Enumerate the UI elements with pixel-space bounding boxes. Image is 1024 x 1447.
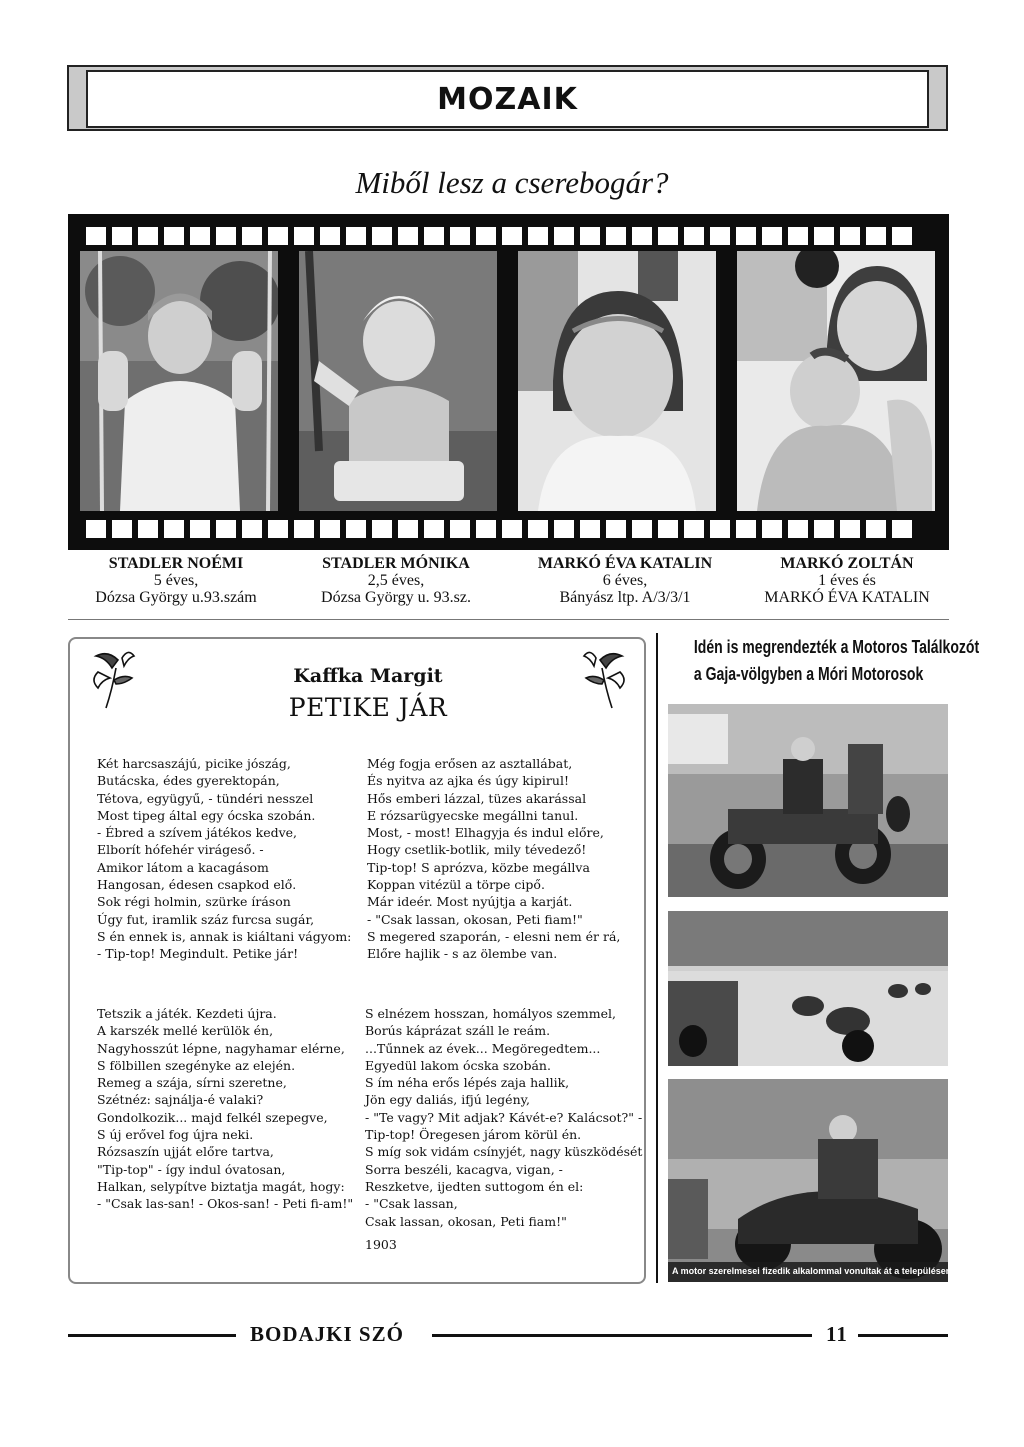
child-photo-1 [80, 251, 278, 511]
poem-line: Amikor látom a kacagásom [97, 859, 269, 875]
film-hole [788, 520, 808, 538]
child-name: MARKÓ ZOLTÁN [780, 555, 914, 572]
child-address: Dózsa György u. 93.sz. [321, 589, 471, 606]
child-photo-4 [737, 251, 935, 511]
poem-line: Most tipeg által egy ócska szobán. [97, 807, 316, 823]
column-divider [656, 633, 658, 1283]
poem-line: Tétova, együgyű, - tündéri nesszel [97, 790, 314, 806]
poem-line: S megered szaporán, - elesni nem ér rá, [367, 928, 621, 944]
film-hole [866, 227, 886, 245]
film-hole [86, 520, 106, 538]
film-hole [398, 227, 418, 245]
film-hole [658, 520, 678, 538]
film-hole [632, 520, 652, 538]
child-photo-2 [299, 251, 497, 511]
child-address: Bányász ltp. A/3/3/1 [559, 589, 691, 606]
section-header [86, 70, 929, 128]
film-hole [398, 520, 418, 538]
film-hole [814, 520, 834, 538]
film-hole [684, 227, 704, 245]
poem-line: Remeg a szája, sírni szeretne, [97, 1075, 287, 1091]
poem-line: Butácska, édes gyerektopán, [97, 773, 280, 789]
poem-line: - "Csak las-san! - Okos-san! - Peti fi-am!" [97, 1196, 354, 1212]
poem-stanza-3 [97, 1005, 353, 1213]
film-strip [68, 214, 949, 550]
poem-line: S új erővel fog újra neki. [97, 1127, 254, 1143]
poem-line: Úgy fut, iramlik száz furcsa sugár, [97, 911, 315, 927]
poem-line: Reszketve, ijedten suttogom én el: [365, 1178, 584, 1194]
film-hole [242, 227, 262, 245]
film-hole [554, 227, 574, 245]
poem-line: - "Csak lassan, okosan, Peti fiam!" [367, 911, 583, 927]
poem-line: - "Te vagy? Mit adjak? Kávét-e? Kalácsot?" - [365, 1109, 643, 1125]
film-hole [658, 227, 678, 245]
poem-line: És nyitva az ajka és úgy kipirul! [367, 773, 569, 789]
poem-line: ...Tűnnek az évek... Megöregedtem... [365, 1040, 601, 1056]
film-hole [164, 520, 184, 538]
film-hole [138, 520, 158, 538]
child-caption-3 [525, 555, 725, 606]
film-hole [762, 520, 782, 538]
poem-line: - "Csak lassan, [365, 1196, 458, 1212]
poem-line: Még fogja erősen az asztallábat, [367, 756, 573, 771]
poem-line: Elborít hófehér virágeső. - [97, 842, 264, 858]
film-hole [86, 227, 106, 245]
film-hole [372, 227, 392, 245]
poem-line: Hangosan, édesen csapkod elő. [97, 877, 297, 893]
child-caption-1 [76, 555, 276, 606]
poem-stanza-1 [97, 755, 351, 963]
poem-line: Gondolkozik... majd felkél szepegve, [97, 1109, 328, 1125]
poem-line: Sok régi holmin, szürke íráson [97, 894, 291, 910]
poem-line: - Tip-top! Megindult. Petike jár! [97, 946, 299, 962]
child-name: STADLER NOÉMI [108, 555, 244, 572]
divider [68, 619, 949, 620]
film-hole [242, 520, 262, 538]
poem-line: A karszék mellé kerülök én, [97, 1023, 274, 1039]
film-hole [528, 227, 548, 245]
poem-line: Hogy csetlik-botlik, mily tévedező! [367, 842, 587, 858]
film-hole [372, 520, 392, 538]
poem-line: "Tip-top" - így indul óvatosan, [97, 1161, 286, 1177]
film-perforations-bottom [86, 520, 939, 538]
poem-line: Tip-top! S aprózva, közbe megállva [367, 859, 590, 875]
film-hole [138, 227, 158, 245]
poem-line: E rózsarügyecske megállni tanul. [367, 807, 579, 823]
poem-line: S én ennek is, annak is kiáltani vágyom: [97, 928, 352, 944]
motorcycle-photo-2 [668, 911, 948, 1066]
child-name: MARKÓ ÉVA KATALIN [537, 555, 713, 572]
poem-line: Nagyhosszút lépne, nagyhamar elérne, [97, 1040, 345, 1056]
page-number: 11 [826, 1322, 848, 1346]
film-hole [320, 227, 340, 245]
child-address: Dózsa György u.93.szám [95, 589, 257, 606]
film-hole [190, 520, 210, 538]
film-hole [528, 520, 548, 538]
film-hole [606, 227, 626, 245]
poem-line: S elnézem hosszan, homályos szemmel, [365, 1006, 616, 1021]
film-hole [294, 520, 314, 538]
film-hole [580, 520, 600, 538]
child-photo-3 [518, 251, 716, 511]
film-hole [112, 520, 132, 538]
poem-line: Előre hajlik - s az ölembe van. [367, 946, 558, 962]
film-hole [840, 227, 860, 245]
film-hole [450, 520, 470, 538]
film-hole [112, 227, 132, 245]
film-hole [866, 520, 886, 538]
motorcycle-photo-3 [668, 1079, 952, 1282]
film-hole [476, 227, 496, 245]
film-hole [788, 227, 808, 245]
ornament-right-icon [580, 650, 630, 710]
film-hole [476, 520, 496, 538]
poem-year: 1903 [365, 1236, 397, 1252]
film-hole [294, 227, 314, 245]
film-hole [632, 227, 652, 245]
film-hole [554, 520, 574, 538]
poem-line: Csak lassan, okosan, Peti fiam!" [365, 1213, 567, 1229]
side-title-line-1: Idén is megrendezték a Motoros Találkozót [693, 637, 980, 657]
film-hole [840, 520, 860, 538]
film-hole [216, 520, 236, 538]
poem-line: Tetszik a játék. Kezdeti újra. [97, 1006, 277, 1021]
film-hole [684, 520, 704, 538]
poem-author: Kaffka Margit [293, 665, 443, 687]
film-hole [346, 520, 366, 538]
motorcycle-photo-caption: A motor szerelmesei fizedik alkalommal vonultak át a településen [672, 1266, 952, 1276]
publication-name: BODAJKI SZÓ [250, 1322, 404, 1346]
footer-rule-left [68, 1334, 236, 1337]
poem-line: Hős emberi lázzal, tüzes akarással [367, 790, 587, 806]
side-title-line-2: a Gaja-völgyben a Móri Motorosok [693, 664, 924, 684]
poem-line: Halkan, selypítve biztatja magát, hogy: [97, 1178, 345, 1194]
child-caption-2 [296, 555, 496, 606]
film-hole [164, 227, 184, 245]
poem-line: S ím néha erős lépés zaja hallik, [365, 1075, 570, 1091]
child-age: 2,5 éves, [367, 572, 425, 589]
film-hole [320, 520, 340, 538]
poem-line: Koppan vitézül a törpe cipő. [367, 877, 545, 893]
poem-line: Most, - most! Elhagyja és indul előre, [367, 825, 604, 841]
poem-line: S fölbillen szegényke az elején. [97, 1057, 296, 1073]
film-perforations-top [86, 227, 939, 245]
poem-line: Egyedül lakom ócska szobán. [365, 1057, 551, 1073]
film-hole [736, 520, 756, 538]
poem-line: Már ideér. Most nyújtja a karját. [367, 894, 573, 910]
child-address: MARKÓ ÉVA KATALIN [764, 589, 930, 606]
poem-title: PETIKE JÁR [288, 693, 448, 722]
section-title: MOZAIK [437, 81, 578, 117]
footer-rule-middle [432, 1334, 812, 1337]
film-hole [424, 520, 444, 538]
poem-line: Sorra beszéli, kacagva, vigan, - [365, 1161, 563, 1177]
poem-line: Borús káprázat száll le reám. [365, 1023, 551, 1039]
film-hole [892, 520, 912, 538]
film-hole [268, 520, 288, 538]
poem-line: Jön egy daliás, ifjú legény, [365, 1092, 531, 1108]
motorcycle-photo-1 [668, 704, 948, 897]
child-name: STADLER MÓNIKA [322, 555, 470, 572]
film-hole [814, 227, 834, 245]
film-hole [606, 520, 626, 538]
poem-line: Szétnéz: sajnálja-é valaki? [97, 1092, 264, 1108]
poem-line: Két harcsaszájú, picike jószág, [97, 756, 291, 771]
film-hole [580, 227, 600, 245]
film-hole [190, 227, 210, 245]
film-hole [762, 227, 782, 245]
film-hole [502, 227, 522, 245]
child-age: 1 éves és [818, 572, 876, 589]
poem-stanza-4 [365, 1005, 642, 1253]
footer-rule-right [858, 1334, 948, 1337]
poem-line: - Ébred a szívem játékos kedve, [97, 825, 298, 841]
film-hole [710, 227, 730, 245]
child-age: 6 éves, [602, 572, 648, 589]
film-hole [346, 227, 366, 245]
film-hole [424, 227, 444, 245]
ornament-left-icon [88, 650, 138, 710]
film-hole [450, 227, 470, 245]
film-hole [502, 520, 522, 538]
film-hole [216, 227, 236, 245]
film-hole [268, 227, 288, 245]
poem-stanza-2 [367, 755, 620, 963]
poem-line: Rózsaszín ujját előre tartva, [97, 1144, 274, 1160]
child-caption-4 [747, 555, 947, 606]
article-title: Miből lesz a cserebogár? [355, 165, 669, 200]
film-hole [710, 520, 730, 538]
film-hole [892, 227, 912, 245]
poem-line: Tip-top! Öregesen járom körül én. [365, 1127, 582, 1143]
film-hole [736, 227, 756, 245]
child-age: 5 éves, [153, 572, 199, 589]
poem-line: S míg sok vidám csínyjét, nagy küszködését [365, 1144, 643, 1160]
